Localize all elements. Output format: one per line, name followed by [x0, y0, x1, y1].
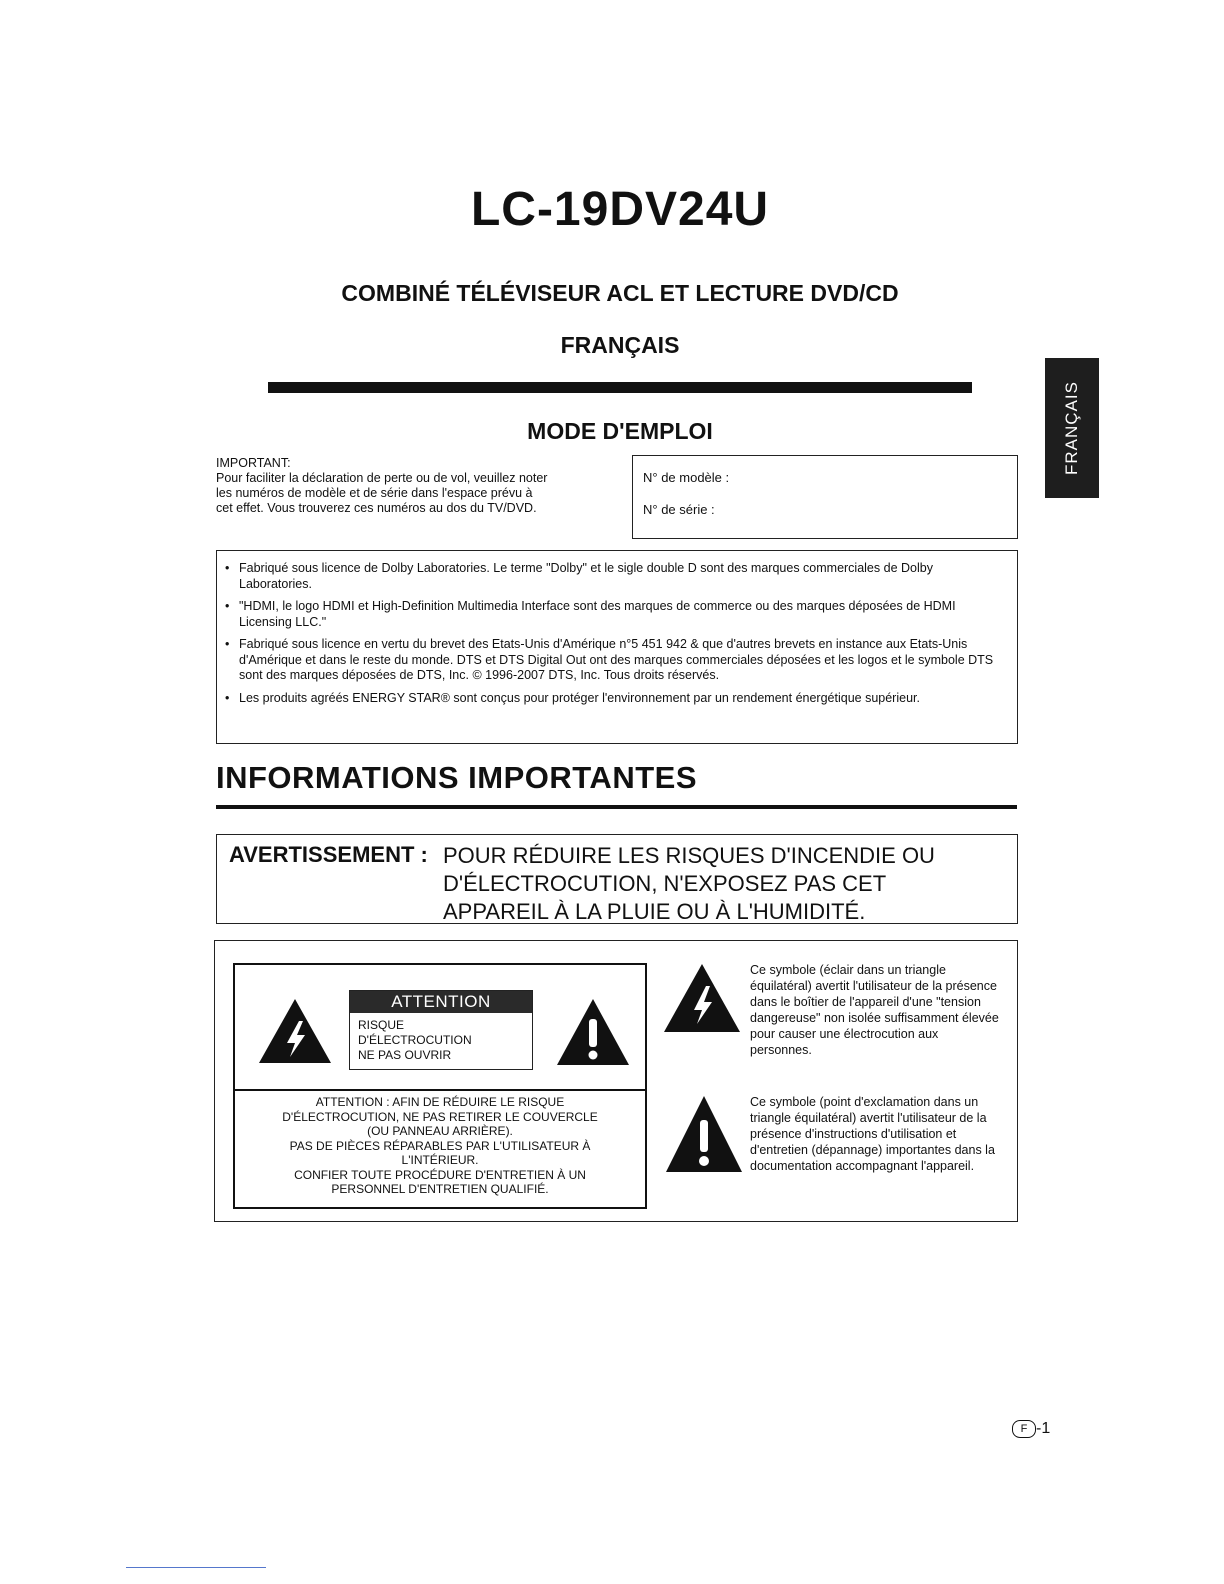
caution-divider — [235, 1089, 645, 1091]
model-number-label: N° de modèle : — [643, 470, 730, 485]
exclamation-warning-icon — [555, 997, 631, 1067]
product-subtitle: COMBINÉ TÉLÉVISEUR ACL ET LECTURE DVD/CD — [341, 280, 899, 306]
caution-line: (OU PANNEAU ARRIÈRE). — [367, 1124, 513, 1138]
caution-line: PAS DE PIÈCES RÉPARABLES PAR L'UTILISATEUR À — [289, 1138, 591, 1153]
warning-text — [443, 842, 935, 926]
manual-title: MODE D'EMPLOI — [527, 418, 713, 444]
risk-line: RISQUE — [358, 1018, 405, 1032]
caution-line: PERSONNEL D'ENTRETIEN QUALIFIÉ. — [331, 1182, 549, 1196]
important-line: cet effet. Vous trouverez ces numéros au dos du TV/DVD. — [216, 501, 537, 515]
bottom-divider — [126, 1567, 266, 1568]
trademark-item: • Les produits agréés ENERGY STAR® sont conçus pour protéger l'environnement par un rendement énergétique supérieur. — [239, 691, 1009, 707]
header-rule — [268, 382, 972, 393]
warning-label: AVERTISSEMENT : — [229, 842, 428, 867]
risk-text — [358, 1018, 472, 1063]
section-rule — [216, 805, 1017, 809]
attention-label — [349, 990, 533, 1070]
warning-line: APPAREIL À LA PLUIE OU À L'HUMIDITÉ. — [443, 899, 866, 924]
page-number — [1012, 1420, 1050, 1438]
important-heading: IMPORTANT: — [216, 456, 291, 470]
lightning-symbol-description: Ce symbole (éclair dans un triangle équilatéral) avertit l'utilisateur de la présence dans le boîtier de l'appareil d'une "tension dangereuse" non isolée suffisamment élevée pour causer une électrocution aux personnes. — [750, 963, 999, 1057]
caution-line: L'INTÉRIEUR. — [401, 1153, 479, 1167]
important-note — [216, 456, 616, 516]
warning-line: POUR RÉDUIRE LES RISQUES D'INCENDIE OU — [443, 843, 935, 868]
exclamation-symbol-description: Ce symbole (point d'exclamation dans un triangle équilatéral) avertit l'utilisateur de la présence d'instructions d'utilisation et d'entretien (dépannage) importantes dans la documentation accompagnant l'appareil. — [750, 1095, 995, 1173]
trademark-notice-box — [216, 550, 1018, 744]
language-side-tab-label: FRANÇAIS — [1062, 381, 1081, 475]
risk-line: D'ÉLECTROCUTION — [358, 1033, 472, 1047]
section-heading: INFORMATIONS IMPORTANTES — [216, 760, 697, 795]
important-line: Pour faciliter la déclaration de perte ou de vol, veuillez noter — [216, 471, 548, 485]
trademark-list — [217, 551, 1017, 706]
trademark-item: • Fabriqué sous licence de Dolby Laboratories. Le terme "Dolby" et le sigle double D sont des marques commerciales de Dolby Laboratories. — [239, 561, 1009, 592]
lightning-symbol-icon — [662, 962, 742, 1034]
warning-line: D'ÉLECTROCUTION, N'EXPOSEZ PAS CET — [443, 871, 887, 896]
important-line: les numéros de modèle et de série dans l'espace prévu à — [216, 486, 533, 500]
trademark-item: • Fabriqué sous licence en vertu du brevet des Etats-Unis d'Amérique n°5 451 942 & que d'autres brevets en instance aux Etats-Unis d'Amérique et dans le reste du monde. DTS et DTS Digital Out ont des marques commerciales déposées et les logos et le symbole DTS sont des marques déposées de DTS, Inc. © 1996-2007 DTS, Inc. Tous droits réservés. — [239, 637, 1009, 684]
serial-number-label: N° de série : — [643, 502, 715, 517]
page-letter-badge: F — [1012, 1420, 1036, 1438]
page-number-suffix: -1 — [1036, 1420, 1051, 1438]
model-title: LC-19DV24U — [470, 183, 770, 236]
attention-banner: ATTENTION — [350, 991, 532, 1013]
exclamation-symbol-icon — [664, 1094, 744, 1174]
warning-box — [216, 834, 1018, 924]
language-title: FRANÇAIS — [560, 332, 680, 358]
caution-line: D'ÉLECTROCUTION, NE PAS RETIRER LE COUVERCLE — [282, 1109, 598, 1124]
risk-line: NE PAS OUVRIR — [358, 1048, 452, 1062]
caution-label-panel — [233, 963, 647, 1209]
caution-line: ATTENTION : AFIN DE RÉDUIRE LE RISQUE — [315, 1095, 565, 1109]
model-serial-record-box — [632, 455, 1018, 539]
caution-instructions — [235, 1095, 645, 1197]
lightning-warning-icon — [257, 997, 333, 1065]
language-side-tab — [1045, 358, 1099, 498]
trademark-item: • "HDMI, le logo HDMI et High-Definition Multimedia Interface sont des marques de commerce ou des marques déposées de HDMI Licensing LLC." — [239, 599, 1009, 630]
caution-line: CONFIER TOUTE PROCÉDURE D'ENTRETIEN À UN — [294, 1167, 586, 1182]
